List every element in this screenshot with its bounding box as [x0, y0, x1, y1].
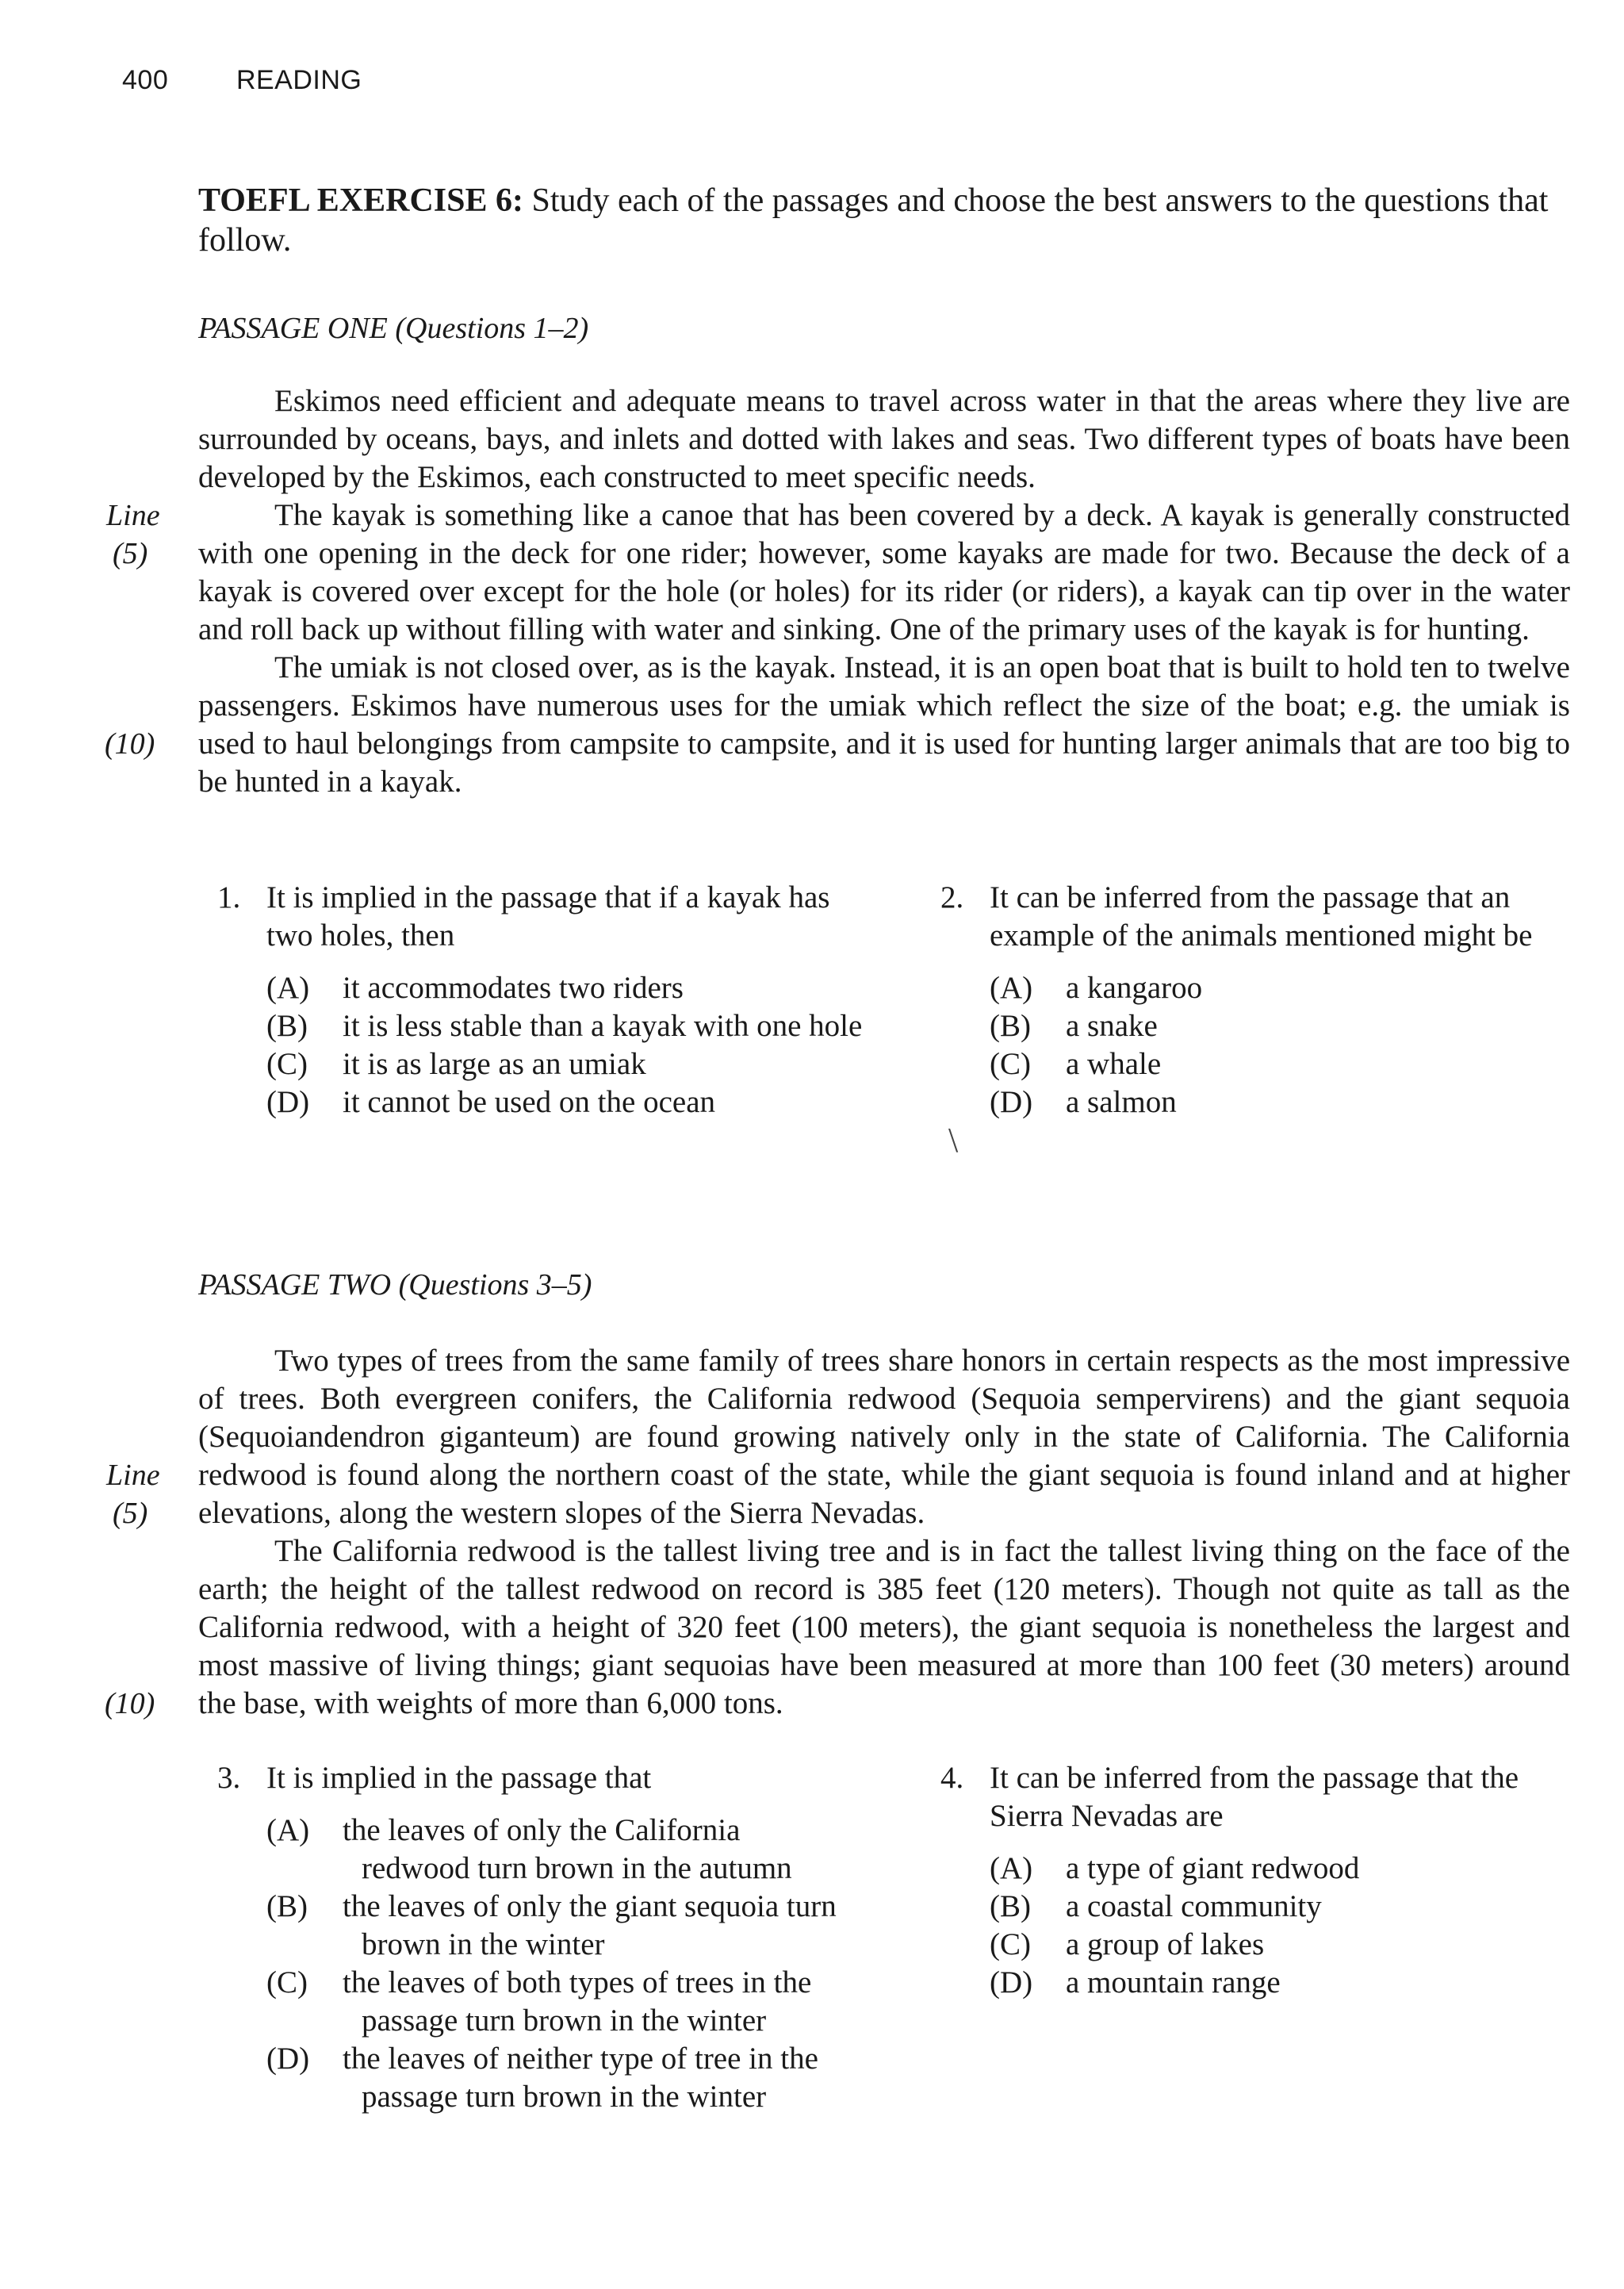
line-marker-10: (10) [105, 1687, 155, 1720]
option-letter: (C) [266, 1965, 308, 2000]
answer-option-b[interactable] [266, 1888, 852, 1964]
line-marker-label: Line [106, 1459, 160, 1492]
option-letter: (B) [266, 1889, 308, 1923]
answer-option-c[interactable] [990, 1926, 1575, 1964]
answer-options [266, 1812, 852, 2116]
option-text: a whale [1066, 1047, 1162, 1081]
question-number: 2. [940, 880, 964, 914]
option-letter: (D) [990, 1085, 1033, 1119]
answer-option-b[interactable] [266, 1007, 868, 1045]
option-text: a mountain range [1066, 1965, 1281, 2000]
passage-one-paragraph-3: The umiak is not closed over, as is the kayak. Instead, it is an open boat that is built to hold ten to twelve passengers. Eskimos have numerous uses for the umiak which reflect the size of the boat; e.g. the umiak is used to haul belongings from campsite to campsite, and it is used for hunting larger animals that are too big to be hunted in a kayak. [198, 650, 1570, 799]
question-number: 4. [940, 1761, 964, 1795]
passage-one-paragraph-2: The kayak is something like a canoe that has been covered by a deck. A kayak is generally constructed with one opening in the deck for one rider; however, some kayaks are made for two. Because the deck of a kayak is covered over except for the hole (or holes) for its rider (or riders), a kayak can tip over in the water and roll back up without filling with water and sinking. One of the primary uses of the kayak is for hunting. [198, 498, 1570, 646]
option-text: a salmon [1066, 1085, 1177, 1119]
passage-two-paragraph-1: Two types of trees from the same family of trees share honors in certain respects as the most impressive of trees. Both evergreen conifers, the California redwood (Sequoia sempervirens) and the giant sequoia (Sequoiandendron giganteum) are found growing natively only in the state of California. The California redwood is found along the northern coast of the state, while the giant sequoia is found inland and at higher elevations, along the western slopes of the Sierra Nevadas. [198, 1344, 1570, 1530]
option-text: the leaves of only the California redwood turn brown in the autumn [343, 1813, 792, 1885]
answer-option-a[interactable] [990, 1850, 1575, 1888]
option-text: a group of lakes [1066, 1927, 1265, 1961]
running-head [122, 65, 362, 96]
question-number: 1. [217, 880, 241, 914]
answer-option-b[interactable] [990, 1007, 1575, 1045]
option-letter: (A) [990, 1851, 1033, 1885]
question-number: 3. [217, 1761, 241, 1795]
page-number: 400 [122, 65, 169, 95]
answer-option-b[interactable] [990, 1888, 1575, 1926]
option-letter: (A) [266, 971, 310, 1005]
option-text: a coastal community [1066, 1889, 1322, 1923]
passage-two-heading: PASSAGE TWO (Questions 3–5) [198, 1268, 592, 1302]
option-text: it is as large as an umiak [343, 1047, 646, 1081]
question-stem: It is implied in the passage that [266, 1761, 652, 1795]
exercise-text: Study each of the passages and choose the best answers to the questions that follow. [198, 182, 1549, 259]
option-letter: (B) [990, 1889, 1031, 1923]
option-text: a type of giant redwood [1066, 1851, 1360, 1885]
passage-one-text [198, 382, 1570, 801]
exercise-instructions [198, 181, 1562, 260]
answer-option-c[interactable] [990, 1045, 1575, 1083]
option-letter: (B) [266, 1009, 308, 1043]
option-letter: (D) [266, 1085, 310, 1119]
option-text: it cannot be used on the ocean [343, 1085, 715, 1119]
line-marker-10: (10) [105, 727, 155, 761]
answer-option-a[interactable] [266, 969, 868, 1007]
option-text: it accommodates two riders [343, 971, 684, 1005]
option-letter: (C) [266, 1047, 308, 1081]
option-letter: (A) [266, 1813, 310, 1847]
answer-option-a[interactable] [990, 969, 1575, 1007]
answer-option-c[interactable] [266, 1045, 868, 1083]
question-stem: It can be inferred from the passage that the Sierra Nevadas are [990, 1761, 1519, 1833]
option-text: the leaves of only the giant sequoia turn brown in the winter [343, 1889, 837, 1961]
answer-options [266, 969, 868, 1121]
question-stem: It is implied in the passage that if a kayak has two holes, then [266, 880, 830, 953]
answer-option-d[interactable] [990, 1083, 1575, 1121]
answer-options [990, 1850, 1575, 2002]
option-letter: (A) [990, 971, 1033, 1005]
option-letter: (D) [266, 2042, 310, 2076]
pencil-check-mark-icon: \ [948, 1121, 959, 1160]
question-1 [217, 879, 868, 1121]
option-text: the leaves of both types of trees in the passage turn brown in the winter [343, 1965, 812, 2038]
question-2 [940, 879, 1575, 1121]
option-letter: (B) [990, 1009, 1031, 1043]
exercise-title: TOEFL EXERCISE 6: [198, 182, 524, 219]
answer-option-d[interactable] [266, 1083, 868, 1121]
option-letter: (C) [990, 1047, 1031, 1081]
answer-option-a[interactable] [266, 1812, 852, 1888]
section-title: READING [236, 65, 362, 95]
line-marker-5: (5) [113, 537, 148, 570]
passage-one-paragraph-1: Eskimos need efficient and adequate means to travel across water in that the areas where they live are surrounded by oceans, bays, and inlets and dotted with lakes and seas. Two different types of boats have been developed by the Eskimos, each constructed to meet specific needs. [198, 384, 1570, 494]
line-marker-5: (5) [113, 1497, 148, 1530]
option-text: the leaves of neither type of tree in the passage turn brown in the winter [343, 2042, 818, 2114]
question-4 [940, 1759, 1575, 2002]
option-text: it is less stable than a kayak with one hole [343, 1009, 863, 1043]
passage-one-heading: PASSAGE ONE (Questions 1–2) [198, 312, 589, 345]
passage-two-paragraph-2: The California redwood is the tallest living tree and is in fact the tallest living thing on the face of the earth; the height of the tallest redwood on record is 385 feet (120 meters). Though not quite as tall as the California redwood, with a height of 320 feet (100 meters), the giant sequoia is nonetheless the largest and most massive of living things; giant sequoias have been measured at more than 100 feet (30 meters) around the base, with weights of more than 6,000 tons. [198, 1534, 1570, 1720]
answer-options [990, 969, 1575, 1121]
question-3 [217, 1759, 852, 2116]
answer-option-c[interactable] [266, 1964, 852, 2040]
answer-option-d[interactable] [990, 1964, 1575, 2002]
option-text: a kangaroo [1066, 971, 1203, 1005]
option-text: a snake [1066, 1009, 1158, 1043]
answer-option-d[interactable] [266, 2040, 852, 2116]
passage-two-text [198, 1342, 1570, 1723]
option-letter: (C) [990, 1927, 1031, 1961]
line-marker-label: Line [106, 499, 160, 532]
question-stem: It can be inferred from the passage that an example of the animals mentioned might be [990, 880, 1533, 953]
option-letter: (D) [990, 1965, 1033, 2000]
